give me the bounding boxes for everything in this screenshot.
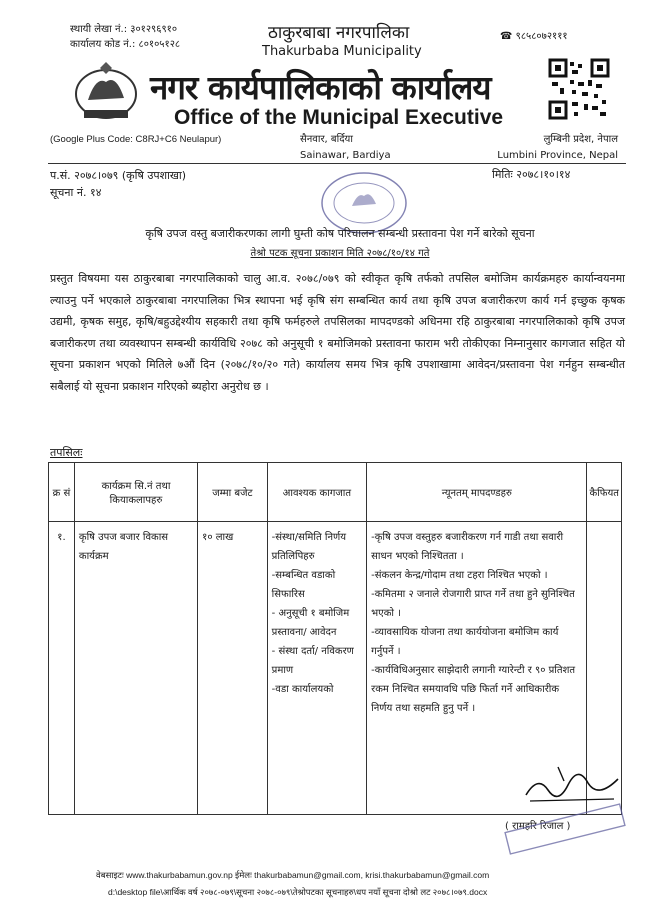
footer-filepath: d:\desktop file\आर्थिक वर्ष २०७८-०७९\सूचना २०७८-०७९\तेश्रोपटका सूचनाहरु\धप नयाँ सूचना दोश्रो लट २०७८।०७९.docx	[108, 887, 488, 897]
notice-date: मितिः २०७८।१०।१४	[492, 168, 571, 181]
footer-contacts: वेबसाइटः www.thakurbabamun.gov.np ईमेलः thakurbabamun@gmail.com, krisi.thakurbabamun@gmail.com	[96, 870, 490, 880]
notice-body: प्रस्तुत विषयमा यस ठाकुरबाबा नगरपालिकाको चालु आ.व. २०७८/०७९ को स्वीकृत कृषि तर्फको तपसिल बमोजिम कार्यक्रमहरु कार्यान्वयनमा ल्याउनु पर्ने भएकाले ठाकुरबाबा नगरपालिका भित्र स्थापना भई कृषि संग सम्बन्धित कार्य तथा कृषि उपज बजारीकरण कार्य गर्न इच्छुक कृषक उद्यमी, कृषक समुह, कृषि/बहुउद्देश्यीय सहकारी तथा कृषि फर्महरुले तपसिलका मापदण्डको अधिनमा रहि ठाकुरबाबा नगरपालिकाको कृषि उपज बजारीकरण तथा व्यवस्थापन सम्बन्धी कार्यविधि २०७८ को अनुसूची १ बमोजिमको प्रस्तावना फाराम भरी तोकीएका निम्नानुसार कागजात सहित यो सूचना प्रकाशन भएको मितिले ७औं दिन (२०७८/१०/२० गते) कार्यालय समय भित्र कृषि उपशाखामा आवेदन/प्रस्तावना पेश गर्नहुन सम्बन्धीत सबैलाई यो सूचना प्रकाशन गरिएको ब्यहोरा अनुरोध छ ।	[50, 272, 625, 393]
qr-code-icon	[548, 58, 610, 120]
nepal-emblem-icon	[70, 60, 142, 124]
address-local-en: Sainawar, Bardiya	[300, 150, 391, 161]
google-plus-code: (Google Plus Code: C8RJ+C6 Neulapur)	[50, 134, 222, 145]
col-header-documents: आवश्यक कागजात	[267, 463, 366, 522]
table-header-row	[49, 463, 622, 522]
col-header-remarks: कैफियत	[587, 463, 622, 522]
address-local-np: सैनवार, बर्दिया	[300, 134, 353, 145]
pan-number: स्थायी लेखा नं.: ३०१२९६९१०	[70, 24, 178, 35]
table-label: तपसिलः	[50, 446, 83, 459]
signer-name: ( रामहरि रिजाल )	[505, 821, 571, 832]
cell-sn: १.	[49, 522, 75, 815]
header-divider	[48, 163, 626, 164]
reference-block	[50, 167, 186, 201]
municipality-name-en: Thakurbaba Municipality	[262, 44, 422, 59]
cell-criteria: -कृषि उपज वस्तुहरु बजारीकरण गर्न गाडी तथा सवारी साधन भएको निश्चितता । -संकलन केन्द्र/गोदाम तथा टहरा निश्चित भएको । -कमितमा २ जनाले रोजगारी प्राप्त गर्ने तथा हुने सुनिश्चित भएको । -व्यावसायिक योजना तथा कार्ययोजना बमोजिम कार्य गर्नुपर्ने । -कार्यविधिअनुसार साझेदारी लगानी ग्यारेन्टी र ९० प्रतिशत रकम निश्चित समयावधि पछि फिर्ता गर्ने आधिकारीक निर्णय तथा सहमति हुनु पर्ने ।	[367, 522, 587, 815]
notice-number: सूचना नं. १४	[50, 186, 102, 199]
notice-subject: कृषि उपज वस्तु बजारीकरणका लागी घुम्ती कोष परिचालन सम्बन्धी प्रस्तावना पेश गर्ने बारेको सूचना	[145, 227, 535, 240]
cell-program: कृषि उपज बजार विकास कार्यक्रम	[74, 522, 197, 815]
col-header-program: कार्यक्रम सि.नं तथा कियाकलापहरु	[74, 463, 197, 522]
office-codes	[70, 22, 180, 52]
address-province-en: Lumbini Province, Nepal	[497, 150, 618, 161]
officer-stamp-icon	[500, 800, 630, 860]
municipality-name-np: ठाकुरबाबा नगरपालिका	[268, 23, 410, 43]
letter-number: प.सं. २०७८।०७९ (कृषि उपशाखा)	[50, 169, 187, 182]
col-header-criteria: न्यूनतम् मापदण्डहरु	[367, 463, 587, 522]
cell-documents: -संस्था/समिति निर्णय प्रतिलिपिहरु -सम्बन्धित वडाको सिफारिस - अनुसूची १ बमोजिम प्रस्तावना/ आवेदन - संस्था दर्ता/ नविकरण प्रमाण -वडा कार्यालयको	[267, 522, 366, 815]
office-title-en: Office of the Municipal Executive	[174, 106, 504, 129]
cell-budget: १० लाख	[198, 522, 268, 815]
address-local	[300, 132, 391, 164]
address-province	[488, 132, 618, 164]
office-code: कार्यालय कोड नं.: ८०१०५१२८	[70, 39, 181, 50]
publication-date-line: तेश्रो पटक सूचना प्रकाशन मिति २०७८/१०/१४ गते	[250, 248, 430, 259]
notice-subtitle	[120, 245, 560, 259]
col-header-sn: क्र सं	[49, 463, 75, 522]
phone-number: ☎ ९८५८०७२१११	[500, 31, 568, 42]
address-province-np: लुम्बिनी प्रदेश, नेपाल	[543, 134, 618, 145]
office-title-np: नगर कार्यपालिकाको कार्यालय	[150, 68, 491, 107]
col-header-budget: जम्मा बजेट	[198, 463, 268, 522]
